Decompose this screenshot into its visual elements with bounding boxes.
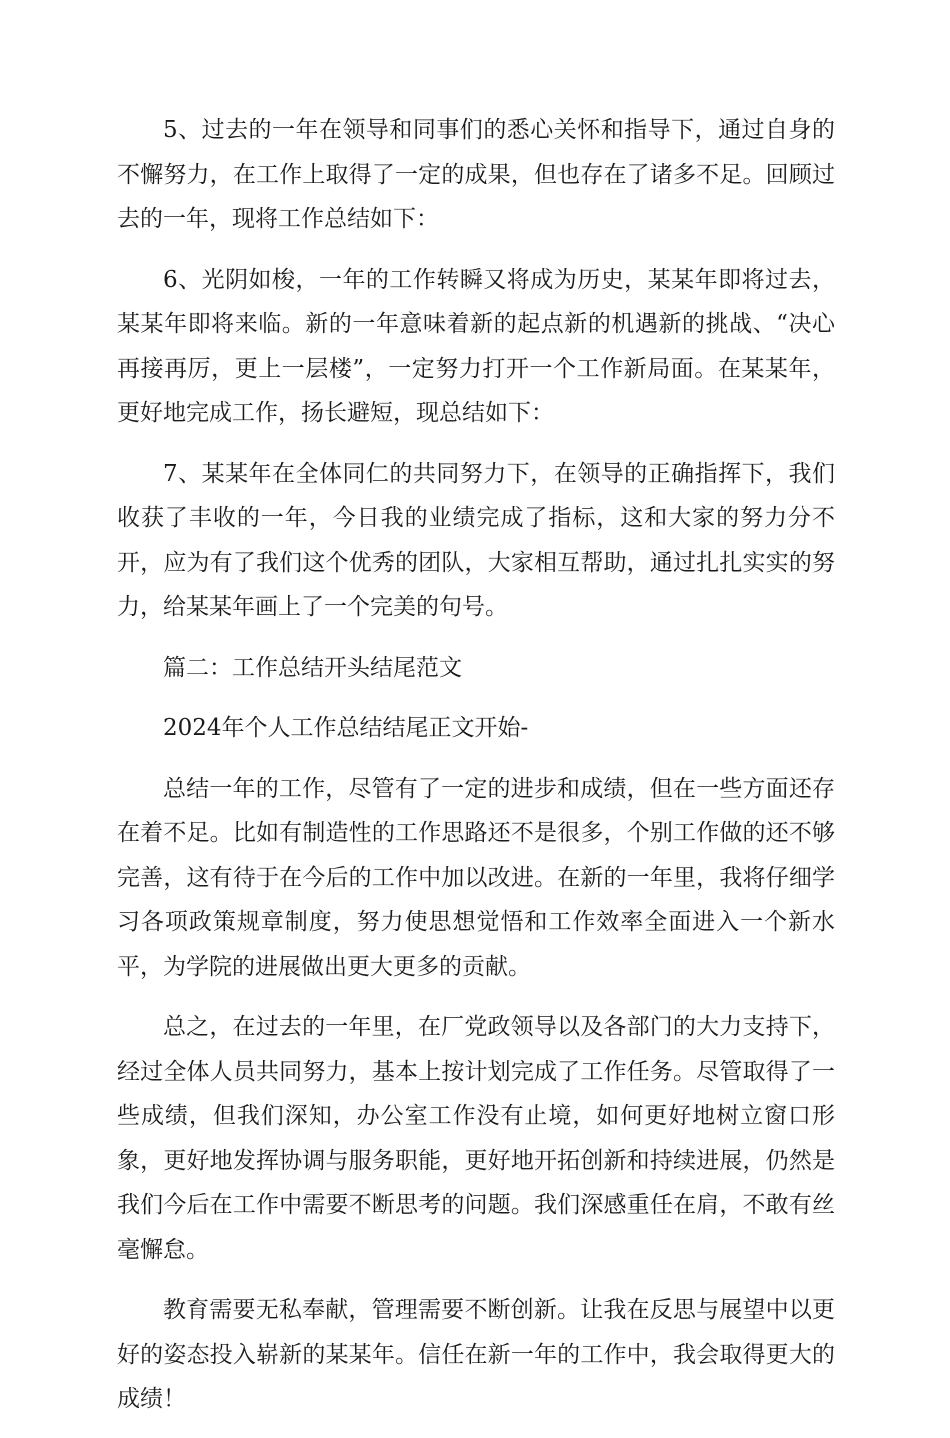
section-title: 篇二：工作总结开头结尾范文 [163,654,462,681]
document-body [117,108,835,1438]
body-paragraph-summary: 总结一年的工作，尽管有了一定的进步和成绩，但在一些方面还存在着不足。比如有制造性的工作思路还不是很多，个别工作做的还不够完善，这有待于在今后的工作中加以改进。在新的一年里，我将仔细学习各项政策规章制度，努力使思想觉悟和工作效率全面进入一个新水平，为学院的进展做出更大更多的贡献。 [117,775,835,980]
section-subtitle: 2024年个人工作总结结尾正文开始- [163,715,529,741]
paragraph-5: 5、过去的一年在领导和同事们的悉心关怀和指导下，通过自身的不懈努力，在工作上取得了一定的成果，但也存在了诸多不足。回顾过去的一年，现将工作总结如下： [117,117,835,232]
paragraph-7: 7、某某年在全体同仁的共同努力下，在领导的正确指挥下，我们收获了丰收的一年，今日我的业绩完成了指标，这和大家的努力分不开，应为有了我们这个优秀的团队，大家相互帮助，通过扎扎实实的努力，给某某年画上了一个完美的句号。 [117,460,835,620]
body-paragraph-conclusion: 总之，在过去的一年里，在厂党政领导以及各部门的大力支持下，经过全体人员共同努力，基本上按计划完成了工作任务。尽管取得了一些成绩，但我们深知，办公室工作没有止境，如何更好地树立窗口形象，更好地发挥协调与服务职能，更好地开拓创新和持续进展，仍然是我们今后在工作中需要不断思考的问题。我们深感重任在肩，不敢有丝毫懈怠。 [117,1014,835,1263]
body-paragraph-closing: 教育需要无私奉献，管理需要不断创新。让我在反思与展望中以更好的姿态投入崭新的某某年。信任在新一年的工作中，我会取得更大的成绩！ [117,1297,835,1412]
paragraph-6: 6、光阴如梭，一年的工作转瞬又将成为历史，某某年即将过去，某某年即将来临。新的一年意味着新的起点新的机遇新的挑战、“决心再接再厉，更上一层楼”，一定努力打开一个工作新局面。在某某年，更好地完成工作，扬长避短，现总结如下： [117,266,835,426]
